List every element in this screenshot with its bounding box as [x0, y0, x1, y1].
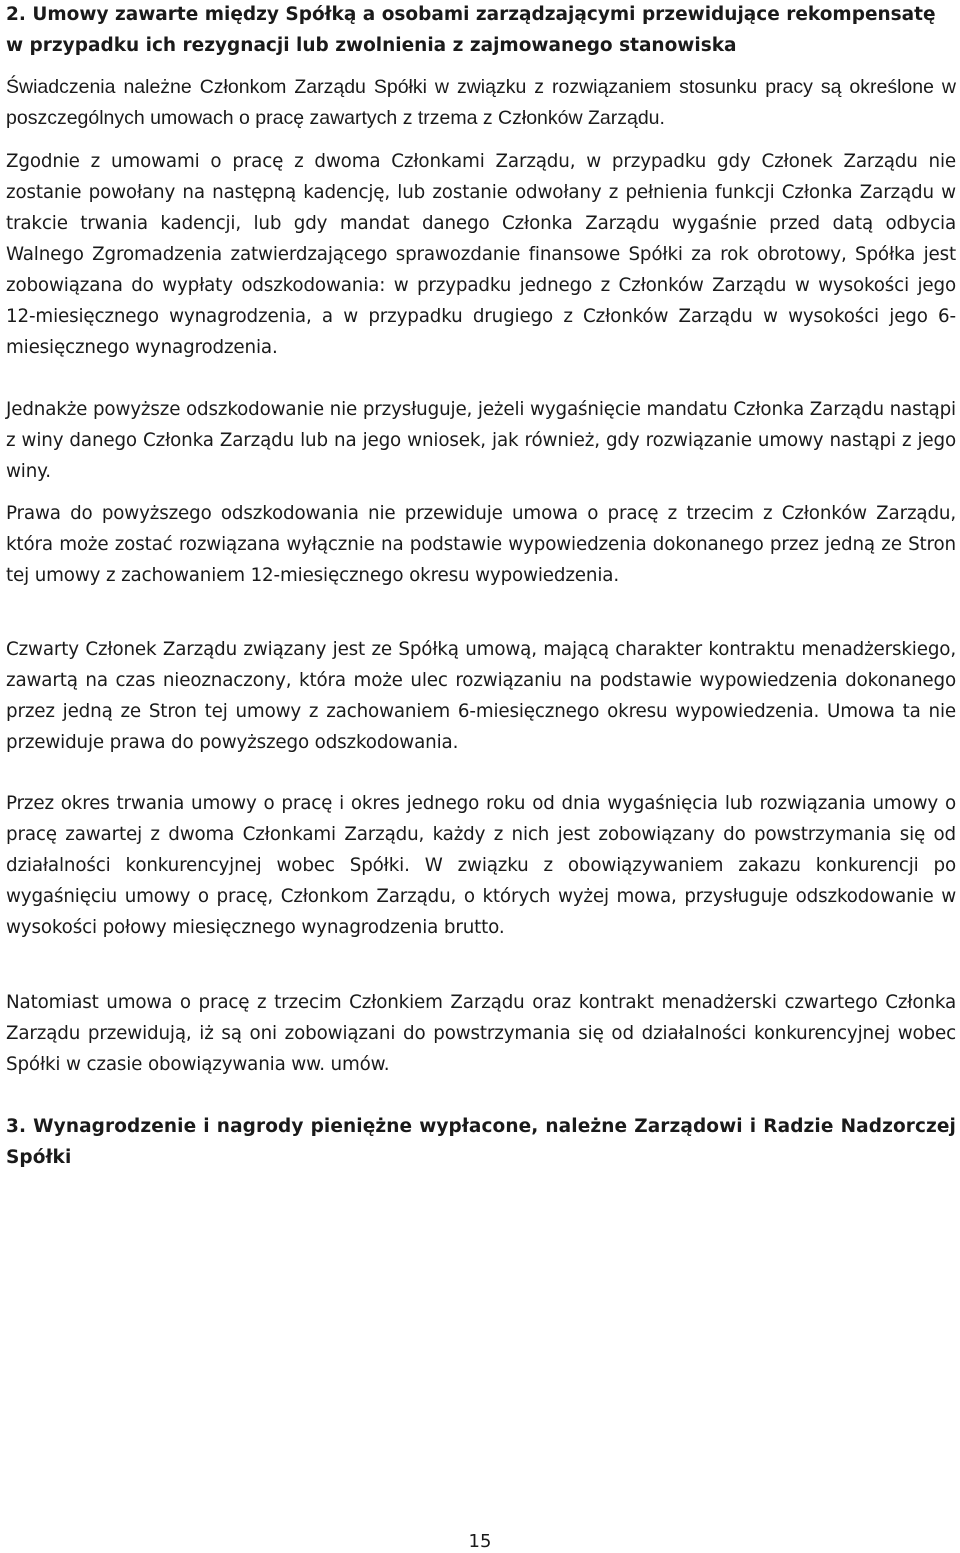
paragraph-non-compete-others: Natomiast umowa o pracę z trzecim Członkiem Zarządu oraz kontrakt menadżerski czwartego Członka Zarządu przewidują, iż są oni zobowiązani do powstrzymania się od działalności konkurencyjnej wobec Spółki w czasie obowiązywania ww. umów. [6, 992, 956, 1075]
paragraph-compensation-exceptions: Jednakże powyższe odszkodowanie nie przysługuje, jeżeli wygaśnięcie mandatu Członka Zarządu nastąpi z winy danego Członka Zarządu lub na jego wniosek, jak również, gdy rozwiązanie umowy nastąpi z jego winy. [6, 399, 956, 482]
paragraph-severance-overview: Świadczenia należne Członkom Zarządu Spółki w związku z rozwiązaniem stosunku pracy są określone w poszczególnych umowach o pracę zawartych z trzema z Członków Zarządu. [6, 76, 956, 129]
paragraph-non-compete: Przez okres trwania umowy o pracę i okres jednego roku od dnia wygaśnięcia lub rozwiązania umowy o pracę zawartej z dwoma Członkami Zarządu, każdy z nich jest zobowiązany do powstrzymania się od działalności konkurencyjnej wobec Spółki. W związku z obowiązywaniem zakazu konkurencji po wygaśnięciu umowy o pracę, Członkom Zarządu, o których wyżej mowa, przysługuje odszkodowanie w wysokości połowy miesięcznego wynagrodzenia brutto. [6, 793, 956, 938]
paragraph-compensation-terms: Zgodnie z umowami o pracę z dwoma Członkami Zarządu, w przypadku gdy Członek Zarządu nie zostanie powołany na następną kadencję, lub zostanie odwołany z pełnienia funkcji Członka Zarządu w trakcie trwania kadencji, lub gdy mandat danego Członka Zarządu wygaśnie przed datą odbycia Walnego Zgromadzenia zatwierdzającego sprawozdanie finansowe Spółki za rok obrotowy, Spółka jest zobowiązana do wypłaty odszkodowania: w przypadku jednego z Członków Zarządu w wysokości jego 12-miesięcznego wynagrodzenia, a w przypadku drugiego z Członków Zarządu w wysokości jego 6-miesięcznego wynagrodzenia. [6, 151, 956, 358]
paragraph-fourth-member: Czwarty Członek Zarządu związany jest ze Spółką umową, mającą charakter kontraktu menadżerskiego, zawartą na czas nieoznaczony, która może ulec rozwiązaniu na podstawie wypowiedzenia dokonanego przez jedną ze Stron tej umowy z zachowaniem 6-miesięcznego okresu wypowiedzenia. Umowa ta nie przewiduje prawa do powyższego odszkodowania. [6, 639, 956, 753]
paragraph-third-member: Prawa do powyższego odszkodowania nie przewiduje umowa o pracę z trzecim z Członków Zarządu, która może zostać rozwiązana wyłącznie na podstawie wypowiedzenia dokonanego przez jedną ze Stron tej umowy z zachowaniem 12-miesięcznego okresu wypowiedzenia. [6, 503, 956, 586]
section-3-heading: 3. Wynagrodzenie i nagrody pieniężne wypłacone, należne Zarządowi i Radzie Nadzorczej Spółki [6, 1116, 956, 1168]
section-2-heading: 2. Umowy zawarte między Spółką a osobami zarządzającymi przewidujące rekompensatę w przypadku ich rezygnacji lub zwolnienia z zajmowanego stanowiska [6, 4, 936, 56]
page-number: 15 [468, 1531, 492, 1552]
